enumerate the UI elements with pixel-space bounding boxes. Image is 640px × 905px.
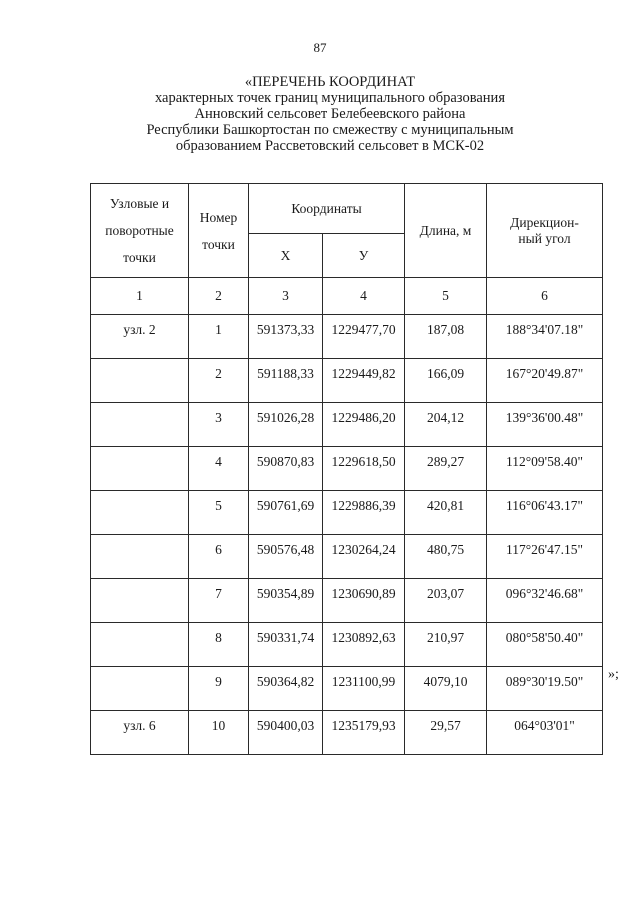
cell-x: 591026,28 — [249, 403, 323, 447]
cell-length: 289,27 — [405, 447, 487, 491]
cell-y: 1229477,70 — [323, 315, 405, 359]
header-nodes-line: Узловые и — [109, 196, 170, 211]
cell-length: 29,57 — [405, 711, 487, 755]
cell-y: 1231100,99 — [323, 667, 405, 711]
cell-x: 590354,89 — [249, 579, 323, 623]
cell-point-number: 9 — [189, 667, 249, 711]
cell-point-number: 4 — [189, 447, 249, 491]
header-x: Х — [249, 234, 323, 278]
cell-x: 591373,33 — [249, 315, 323, 359]
table-row — [91, 447, 603, 491]
cell-point-number: 10 — [189, 711, 249, 755]
cell-point-number: 5 — [189, 491, 249, 535]
cell-direction-angle: 089°30'19.50" — [487, 667, 603, 711]
cell-direction-angle: 080°58'50.40" — [487, 623, 603, 667]
cell-direction-angle: 096°32'46.68" — [487, 579, 603, 623]
cell-length: 4079,10 — [405, 667, 487, 711]
page-number: 87 — [313, 40, 327, 55]
cell-length: 166,09 — [405, 359, 487, 403]
cell-length: 187,08 — [405, 315, 487, 359]
cell-x: 590761,69 — [249, 491, 323, 535]
cell-length: 210,97 — [405, 623, 487, 667]
heading-line: Анновский сельсовет Белебеевского района — [194, 106, 466, 122]
cell-node — [91, 535, 189, 579]
cell-direction-angle: 116°06'43.17" — [487, 491, 603, 535]
header-length: Длина, м — [405, 184, 487, 278]
header-nodes-line: поворотные — [105, 223, 174, 238]
table-row — [91, 403, 603, 447]
cell-y: 1229449,82 — [323, 359, 405, 403]
cell-direction-angle: 167°20'49.87" — [487, 359, 603, 403]
header-number-line: точки — [202, 236, 235, 252]
cell-node — [91, 623, 189, 667]
header-point-number — [189, 184, 249, 278]
table-row — [91, 623, 603, 667]
table-row — [91, 667, 603, 711]
cell-point-number: 2 — [189, 359, 249, 403]
cell-point-number: 3 — [189, 403, 249, 447]
cell-point-number: 7 — [189, 579, 249, 623]
cell-node — [91, 579, 189, 623]
column-number: 2 — [189, 278, 249, 315]
column-number: 3 — [249, 278, 323, 315]
header-row — [91, 184, 603, 234]
cell-y: 1229618,50 — [323, 447, 405, 491]
column-number: 5 — [405, 278, 487, 315]
cell-y: 1229486,20 — [323, 403, 405, 447]
cell-node: узл. 2 — [91, 315, 189, 359]
cell-x: 591188,33 — [249, 359, 323, 403]
cell-node — [91, 491, 189, 535]
cell-x: 590400,03 — [249, 711, 323, 755]
cell-node: узл. 6 — [91, 711, 189, 755]
header-direction — [487, 184, 603, 278]
cell-x: 590576,48 — [249, 535, 323, 579]
cell-x: 590364,82 — [249, 667, 323, 711]
cell-y: 1230892,63 — [323, 623, 405, 667]
cell-length: 480,75 — [405, 535, 487, 579]
cell-node — [91, 667, 189, 711]
cell-point-number: 1 — [189, 315, 249, 359]
cell-y: 1229886,39 — [323, 491, 405, 535]
table-row — [91, 535, 603, 579]
document-heading — [80, 74, 580, 154]
cell-length: 204,12 — [405, 403, 487, 447]
coordinates-table — [90, 183, 603, 755]
cell-direction-angle: 188°34'07.18" — [487, 315, 603, 359]
header-direction-line: Дирекцион- — [510, 214, 579, 230]
cell-y: 1230264,24 — [323, 535, 405, 579]
cell-direction-angle: 112°09'58.40" — [487, 447, 603, 491]
column-number-row — [91, 278, 603, 315]
cell-point-number: 8 — [189, 623, 249, 667]
cell-direction-angle: 064°03'01" — [487, 711, 603, 755]
cell-node — [91, 359, 189, 403]
table-row — [91, 315, 603, 359]
cell-direction-angle: 117°26'47.15" — [487, 535, 603, 579]
closing-quote: »; — [608, 667, 619, 682]
table-body — [91, 315, 603, 755]
table-row — [91, 491, 603, 535]
table-row — [91, 711, 603, 755]
cell-x: 590331,74 — [249, 623, 323, 667]
cell-length: 203,07 — [405, 579, 487, 623]
cell-node — [91, 447, 189, 491]
column-number: 6 — [487, 278, 603, 315]
header-direction-line: ный угол — [518, 230, 571, 246]
column-number: 4 — [323, 278, 405, 315]
cell-length: 420,81 — [405, 491, 487, 535]
column-number: 1 — [91, 278, 189, 315]
header-nodes-line: точки — [123, 250, 156, 265]
table-row — [91, 579, 603, 623]
header-coordinates: Координаты — [249, 184, 405, 234]
heading-line: характерных точек границ муниципального образования — [155, 90, 505, 106]
cell-y: 1230690,89 — [323, 579, 405, 623]
table-row — [91, 359, 603, 403]
header-nodes — [91, 184, 189, 278]
header-y: У — [323, 234, 405, 278]
cell-node — [91, 403, 189, 447]
heading-title: «ПЕРЕЧЕНЬ КООРДИНАТ — [244, 74, 416, 90]
heading-line: образованием Рассветовский сельсовет в МСК-02 — [175, 138, 485, 154]
header-number-line: Номер — [199, 209, 238, 225]
cell-y: 1235179,93 — [323, 711, 405, 755]
cell-x: 590870,83 — [249, 447, 323, 491]
cell-point-number: 6 — [189, 535, 249, 579]
heading-line: Республики Башкортостан по смежеству с муниципальным — [146, 122, 514, 138]
cell-direction-angle: 139°36'00.48" — [487, 403, 603, 447]
